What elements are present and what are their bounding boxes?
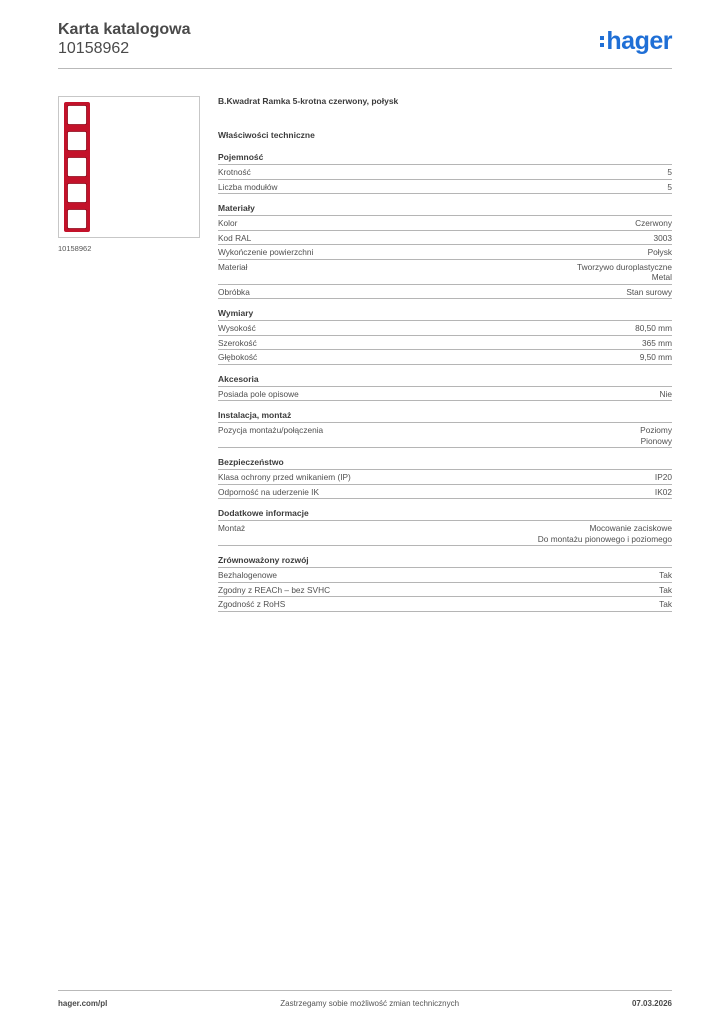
- spec-label: Krotność: [218, 167, 251, 177]
- spec-value-line: Stan surowy: [626, 286, 672, 297]
- spec-value: [659, 570, 672, 581]
- spec-value: [654, 233, 672, 244]
- section-title: Dodatkowe informacje: [218, 508, 672, 521]
- spec-value-line: Połysk: [647, 247, 672, 257]
- spec-value-line: Tworzywo duroplastyczne: [577, 261, 672, 272]
- spec-row: [218, 216, 672, 231]
- spec-label: Pozycja montażu/połączenia: [218, 425, 324, 435]
- spec-label: Materiał: [218, 261, 248, 272]
- spec-value-line: Poziomy: [640, 425, 672, 435]
- spec-row: [218, 245, 672, 260]
- frame-opening: [68, 158, 87, 177]
- spec-label: Obróbka: [218, 286, 250, 297]
- footer-notice: Zastrzegamy sobie możliwość zmian technicznych: [280, 999, 460, 1008]
- spec-value-line: Czerwony: [635, 218, 672, 228]
- spec-row: [218, 387, 672, 402]
- spec-value-line: Tak: [659, 584, 672, 595]
- spec-value: [667, 182, 672, 193]
- section-title: Pojemność: [218, 152, 672, 165]
- frame-illustration: [59, 97, 199, 237]
- frame-opening: [68, 132, 87, 151]
- spec-value: [655, 472, 672, 483]
- spec-value: [635, 323, 672, 334]
- section-title: Zrównoważony rozwój: [218, 555, 672, 568]
- spec-label: Posiada pole opisowe: [218, 388, 299, 399]
- document-number: 10158962: [58, 40, 130, 57]
- spec-row: [218, 336, 672, 351]
- document-title: Karta katalogowa: [58, 21, 191, 38]
- spec-value: [640, 425, 672, 446]
- spec-value-line: Do montażu pionowego i poziomego: [537, 533, 672, 544]
- spec-value: [648, 247, 672, 258]
- spec-row: [218, 180, 672, 195]
- spec-row: [218, 521, 672, 546]
- hager-logo[interactable]: [600, 26, 672, 56]
- spec-row: [218, 285, 672, 300]
- spec-value: [626, 287, 672, 298]
- spec-section: [218, 508, 672, 546]
- frame-opening: [68, 184, 87, 203]
- section-title: Materiały: [218, 203, 672, 216]
- spec-row: [218, 321, 672, 336]
- section-title: Wymiary: [218, 308, 672, 321]
- spec-row: [218, 423, 672, 448]
- spec-value-line: 80,50 mm: [635, 323, 672, 333]
- spec-label: Liczba modułów: [218, 181, 278, 192]
- spec-row: [218, 470, 672, 485]
- spec-value: [655, 487, 672, 498]
- spec-value-line: Tak: [659, 599, 672, 609]
- spec-section: [218, 152, 672, 194]
- spec-row: [218, 597, 672, 612]
- spec-label: Kod RAL: [218, 232, 252, 243]
- spec-value-line: Pionowy: [640, 435, 672, 446]
- spec-value: [635, 218, 672, 229]
- section-title: Instalacja, montaż: [218, 410, 672, 423]
- spec-value-line: Metal: [651, 272, 672, 282]
- footer-website-link[interactable]: hager.com/pl: [58, 999, 108, 1008]
- footer-divider: [58, 990, 672, 991]
- spec-value-line: Tak: [659, 570, 672, 580]
- spec-row: [218, 165, 672, 180]
- spec-value: [660, 389, 672, 400]
- spec-label: Klasa ochrony przed wnikaniem (IP): [218, 472, 351, 482]
- spec-label: Zgodny z REACh – bez SVHC: [218, 584, 331, 595]
- spec-value: [577, 262, 672, 283]
- spec-value-line: 5: [667, 181, 672, 192]
- logo-text: hager: [606, 26, 672, 55]
- frame-opening: [68, 210, 87, 229]
- spec-section: [218, 374, 672, 402]
- page-header: [58, 20, 672, 70]
- spec-label: Odporność na uderzenie IK: [218, 486, 320, 497]
- product-image: [58, 96, 200, 238]
- spec-label: Szerokość: [218, 337, 257, 348]
- page-footer: [58, 999, 672, 1008]
- spec-label: Wysokość: [218, 323, 256, 333]
- spec-label: Bezhalogenowe: [218, 570, 278, 580]
- footer-date: 07.03.2026: [631, 999, 672, 1008]
- spec-value: [659, 585, 672, 596]
- product-name: B.Kwadrat Ramka 5-krotna czerwony, połysk: [218, 96, 399, 106]
- spec-value: [640, 352, 672, 363]
- frame-opening: [68, 106, 87, 125]
- spec-section: [218, 308, 672, 365]
- spec-row: [218, 568, 672, 583]
- spec-row: [218, 350, 672, 365]
- section-title: Bezpieczeństwo: [218, 457, 672, 470]
- header-divider: [58, 68, 672, 69]
- product-details: [218, 96, 672, 621]
- spec-value-line: Nie: [659, 388, 672, 399]
- spec-section: [218, 410, 672, 448]
- spec-row: [218, 231, 672, 246]
- spec-value: [642, 338, 672, 349]
- spec-value-line: 5: [667, 167, 672, 177]
- spec-value-line: 365 mm: [642, 337, 672, 348]
- spec-label: Kolor: [218, 218, 238, 228]
- technical-properties-heading: Właściwości techniczne: [218, 130, 315, 140]
- spec-value-line: Mocowanie zaciskowe: [589, 523, 672, 533]
- section-title: Akcesoria: [218, 374, 672, 387]
- spec-row: [218, 583, 672, 598]
- spec-value-line: IP20: [654, 472, 672, 482]
- spec-row: [218, 260, 672, 285]
- spec-value: [667, 167, 672, 178]
- spec-value-line: IK02: [654, 486, 672, 497]
- spec-value-line: 9,50 mm: [639, 352, 672, 362]
- spec-label: Zgodność z RoHS: [218, 599, 286, 609]
- spec-label: Montaż: [218, 523, 246, 533]
- spec-section: [218, 555, 672, 612]
- specification-sections: [218, 152, 672, 612]
- image-caption: 10158962: [58, 244, 92, 253]
- logo-mark-icon: [600, 36, 604, 47]
- spec-label: Wykończenie powierzchni: [218, 247, 314, 257]
- spec-section: [218, 203, 672, 299]
- spec-section: [218, 457, 672, 499]
- spec-row: [218, 485, 672, 500]
- spec-value: [659, 599, 672, 610]
- spec-label: Głębokość: [218, 352, 258, 362]
- spec-value: [538, 523, 672, 544]
- spec-value-line: 3003: [653, 232, 672, 243]
